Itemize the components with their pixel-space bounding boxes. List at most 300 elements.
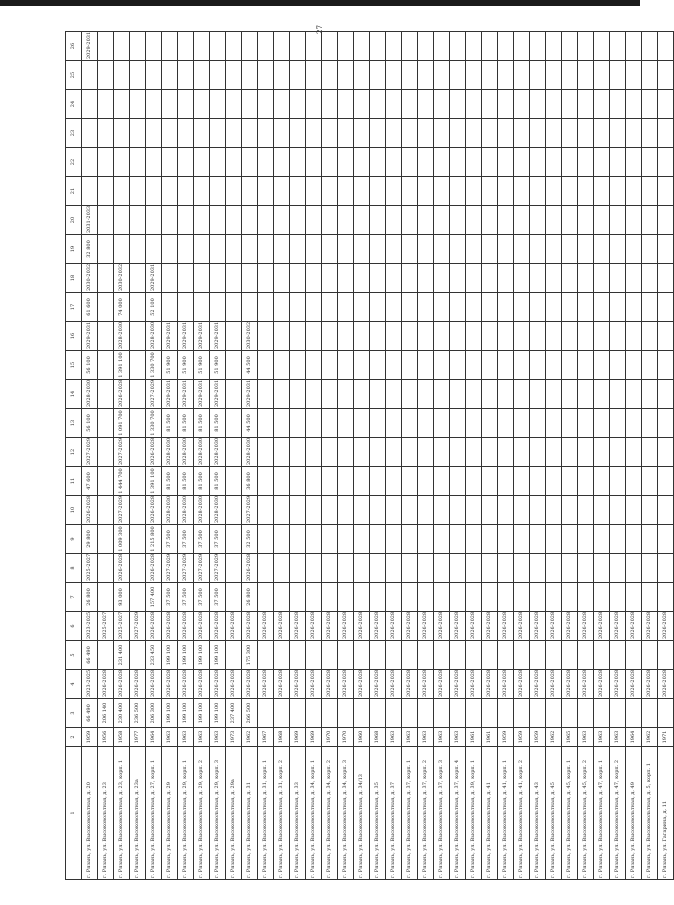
value-cell <box>290 467 306 496</box>
value-cell <box>514 148 530 177</box>
value-cell <box>386 380 402 409</box>
year-cell: 1958 <box>114 728 130 747</box>
value-cell: 2030-2032 <box>242 322 258 351</box>
value-cell <box>178 235 194 264</box>
value-cell <box>226 351 242 380</box>
value-cell: 2026-2028 <box>498 670 514 699</box>
value-cell: 81 500 <box>178 467 194 496</box>
value-cell <box>226 293 242 322</box>
value-cell: 51 900 <box>194 351 210 380</box>
table-row <box>290 32 306 880</box>
value-cell <box>562 32 578 61</box>
value-cell <box>402 496 418 525</box>
value-cell: 26 800 <box>242 583 258 612</box>
value-cell <box>386 409 402 438</box>
value-cell: 2028-2030 <box>82 380 98 409</box>
value-cell <box>306 206 322 235</box>
value-cell: 2026-2028 <box>530 670 546 699</box>
value-cell: 2027-2029 <box>178 554 194 583</box>
value-cell <box>626 119 642 148</box>
value-cell <box>466 322 482 351</box>
value-cell <box>482 322 498 351</box>
value-cell: 2025-2027 <box>114 612 130 641</box>
value-cell <box>386 235 402 264</box>
value-cell <box>98 206 114 235</box>
value-cell <box>322 264 338 293</box>
value-cell <box>658 641 674 670</box>
value-cell <box>578 525 594 554</box>
address-cell: г. Рязань, ул. Высоковольтная, д. 43 <box>530 747 546 880</box>
value-cell <box>498 699 514 728</box>
address-cell: г. Рязань, ул. Высоковольтная, д. 41, корп. 2 <box>514 747 530 880</box>
value-cell <box>258 699 274 728</box>
value-cell <box>306 583 322 612</box>
value-cell <box>626 61 642 90</box>
value-cell <box>578 206 594 235</box>
value-cell <box>530 525 546 554</box>
value-cell <box>82 177 98 206</box>
value-cell <box>354 496 370 525</box>
value-cell <box>418 322 434 351</box>
value-cell <box>610 61 626 90</box>
value-cell <box>322 32 338 61</box>
value-cell <box>546 351 562 380</box>
value-cell <box>146 206 162 235</box>
column-number: 19 <box>66 235 82 264</box>
value-cell <box>162 61 178 90</box>
value-cell <box>450 351 466 380</box>
column-number: 23 <box>66 119 82 148</box>
value-cell <box>466 380 482 409</box>
value-cell <box>498 467 514 496</box>
table-row <box>354 32 370 880</box>
value-cell <box>514 380 530 409</box>
value-cell <box>194 293 210 322</box>
value-cell <box>386 554 402 583</box>
value-cell <box>658 235 674 264</box>
value-cell <box>290 148 306 177</box>
value-cell <box>242 148 258 177</box>
column-number: 26 <box>66 32 82 61</box>
value-cell <box>306 409 322 438</box>
value-cell <box>610 699 626 728</box>
value-cell <box>482 177 498 206</box>
value-cell <box>98 641 114 670</box>
value-cell: 2026-2028 <box>498 612 514 641</box>
value-cell <box>274 496 290 525</box>
value-cell: 199 100 <box>210 699 226 728</box>
value-cell: 2027-2029 <box>210 554 226 583</box>
value-cell <box>658 90 674 119</box>
table-row <box>386 32 402 880</box>
value-cell <box>242 177 258 206</box>
value-cell <box>418 583 434 612</box>
value-cell <box>498 496 514 525</box>
value-cell <box>402 351 418 380</box>
value-cell <box>258 61 274 90</box>
value-cell <box>578 554 594 583</box>
value-cell <box>98 438 114 467</box>
address-cell: г. Рязань, ул. Высоковольтная, д. 34, корп. 3 <box>338 747 354 880</box>
value-cell <box>386 322 402 351</box>
value-cell <box>162 206 178 235</box>
value-cell <box>642 61 658 90</box>
column-number: 12 <box>66 438 82 467</box>
value-cell <box>338 264 354 293</box>
value-cell: 2026-2028 <box>338 612 354 641</box>
value-cell: 2027-2029 <box>162 554 178 583</box>
column-number: 17 <box>66 293 82 322</box>
value-cell <box>626 351 642 380</box>
value-cell <box>322 61 338 90</box>
value-cell <box>258 525 274 554</box>
value-cell <box>434 699 450 728</box>
value-cell <box>386 496 402 525</box>
value-cell <box>466 641 482 670</box>
value-cell: 2026-2028 <box>290 612 306 641</box>
value-cell <box>274 380 290 409</box>
value-cell <box>306 525 322 554</box>
value-cell <box>386 119 402 148</box>
value-cell <box>498 32 514 61</box>
year-cell: 1971 <box>658 728 674 747</box>
value-cell <box>98 554 114 583</box>
year-cell: 1963 <box>194 728 210 747</box>
value-cell <box>226 322 242 351</box>
table-row <box>498 32 514 880</box>
value-cell <box>290 177 306 206</box>
value-cell <box>210 148 226 177</box>
value-cell <box>434 496 450 525</box>
value-cell <box>514 467 530 496</box>
address-cell: г. Рязань, ул. Высоковольтная, д. 35 <box>370 747 386 880</box>
value-cell <box>546 322 562 351</box>
value-cell <box>450 467 466 496</box>
value-cell <box>482 699 498 728</box>
value-cell: 2026-2028 <box>178 670 194 699</box>
value-cell <box>322 409 338 438</box>
value-cell <box>146 90 162 119</box>
value-cell: 2027-2029 <box>194 554 210 583</box>
value-cell: 81 500 <box>194 467 210 496</box>
value-cell: 2026-2028 <box>242 670 258 699</box>
value-cell <box>402 380 418 409</box>
year-cell: 1973 <box>226 728 242 747</box>
value-cell <box>370 438 386 467</box>
value-cell <box>402 32 418 61</box>
value-cell <box>178 293 194 322</box>
value-cell: 47 600 <box>82 467 98 496</box>
value-cell <box>162 235 178 264</box>
value-cell <box>418 177 434 206</box>
value-cell <box>642 699 658 728</box>
value-cell <box>418 496 434 525</box>
value-cell <box>546 90 562 119</box>
value-cell <box>290 90 306 119</box>
value-cell <box>498 177 514 206</box>
value-cell <box>226 438 242 467</box>
value-cell <box>658 206 674 235</box>
value-cell <box>338 206 354 235</box>
table-row <box>418 32 434 880</box>
value-cell: 2029-2031 <box>210 322 226 351</box>
value-cell: 2026-2028 <box>258 612 274 641</box>
value-cell <box>594 293 610 322</box>
address-cell: г. Рязань, ул. Высоковольтная, д. 47, корп. 2 <box>610 747 626 880</box>
value-cell <box>498 525 514 554</box>
value-cell: 2026-2028 <box>322 670 338 699</box>
value-cell <box>338 61 354 90</box>
value-cell: 81 500 <box>178 409 194 438</box>
value-cell <box>354 235 370 264</box>
value-cell <box>162 148 178 177</box>
value-cell <box>562 235 578 264</box>
value-cell <box>418 61 434 90</box>
value-cell <box>370 699 386 728</box>
value-cell <box>114 61 130 90</box>
value-cell <box>498 554 514 583</box>
value-cell <box>546 409 562 438</box>
address-cell: г. Рязань, ул. Высоковольтная, д. 5, корп. 1 <box>642 747 658 880</box>
value-cell <box>162 293 178 322</box>
value-cell <box>482 438 498 467</box>
value-cell: 2026-2028 <box>274 670 290 699</box>
value-cell: 2026-2028 <box>402 670 418 699</box>
value-cell <box>450 641 466 670</box>
value-cell <box>562 380 578 409</box>
value-cell <box>514 409 530 438</box>
address-cell: г. Рязань, ул. Высоковольтная, д. 33 <box>290 747 306 880</box>
table-row <box>514 32 530 880</box>
value-cell <box>594 641 610 670</box>
value-cell: 1 444 700 <box>114 467 130 496</box>
value-cell <box>114 119 130 148</box>
value-cell: 93 000 <box>114 583 130 612</box>
value-cell: 199 100 <box>178 699 194 728</box>
value-cell <box>98 264 114 293</box>
value-cell: 2026-2028 <box>162 612 178 641</box>
value-cell <box>578 380 594 409</box>
value-cell <box>498 641 514 670</box>
value-cell <box>306 351 322 380</box>
address-cell: г. Рязань, ул. Высоковольтная, д. 49 <box>626 747 642 880</box>
value-cell: 2028-2030 <box>162 496 178 525</box>
value-cell <box>402 264 418 293</box>
table-row <box>530 32 546 880</box>
value-cell <box>434 119 450 148</box>
value-cell <box>450 525 466 554</box>
value-cell: 2026-2028 <box>466 612 482 641</box>
column-number: 18 <box>66 264 82 293</box>
value-cell <box>578 293 594 322</box>
value-cell <box>290 32 306 61</box>
value-cell <box>306 438 322 467</box>
value-cell <box>210 206 226 235</box>
value-cell <box>642 641 658 670</box>
value-cell: 44 500 <box>242 409 258 438</box>
value-cell <box>450 380 466 409</box>
value-cell <box>98 119 114 148</box>
scan-top-edge <box>0 0 640 6</box>
value-cell <box>658 293 674 322</box>
table-row <box>370 32 386 880</box>
value-cell: 2026-2028 <box>210 670 226 699</box>
year-cell: 1962 <box>546 728 562 747</box>
value-cell <box>306 264 322 293</box>
address-cell: г. Рязань, ул. Высоковольтная, д. 34/13 <box>354 747 370 880</box>
table-row <box>626 32 642 880</box>
value-cell <box>610 409 626 438</box>
value-cell <box>546 61 562 90</box>
value-cell <box>306 380 322 409</box>
value-cell: 2026-2028 <box>546 612 562 641</box>
value-cell: 2028-2030 <box>210 496 226 525</box>
value-cell <box>450 235 466 264</box>
value-cell <box>130 206 146 235</box>
value-cell: 2028-2030 <box>162 438 178 467</box>
value-cell: 52 100 <box>146 293 162 322</box>
value-cell <box>274 699 290 728</box>
value-cell <box>98 409 114 438</box>
value-cell <box>226 554 242 583</box>
value-cell <box>482 409 498 438</box>
address-cell: г. Рязань, ул. Высоковольтная, д. 29 <box>162 747 178 880</box>
value-cell <box>130 61 146 90</box>
value-cell <box>322 177 338 206</box>
value-cell <box>98 148 114 177</box>
value-cell <box>130 438 146 467</box>
value-cell <box>530 32 546 61</box>
value-cell: 2026-2028 <box>450 670 466 699</box>
address-cell: г. Рязань, ул. Высоковольтная, д. 29, корп. 2 <box>194 747 210 880</box>
value-cell <box>370 235 386 264</box>
table-row <box>466 32 482 880</box>
value-cell <box>306 119 322 148</box>
value-cell <box>354 322 370 351</box>
value-cell <box>498 206 514 235</box>
value-cell <box>354 409 370 438</box>
value-cell <box>434 293 450 322</box>
value-cell <box>578 32 594 61</box>
value-cell <box>658 177 674 206</box>
value-cell <box>146 61 162 90</box>
value-cell <box>210 119 226 148</box>
value-cell: 2026-2028 <box>610 670 626 699</box>
value-cell <box>354 641 370 670</box>
value-cell <box>482 496 498 525</box>
value-cell <box>306 496 322 525</box>
address-cell: г. Рязань, ул. Высоковольтная, д. 29, корп. 3 <box>210 747 226 880</box>
value-cell <box>466 699 482 728</box>
value-cell <box>562 699 578 728</box>
value-cell <box>434 322 450 351</box>
value-cell <box>450 119 466 148</box>
value-cell <box>626 554 642 583</box>
value-cell <box>530 641 546 670</box>
value-cell <box>402 525 418 554</box>
value-cell <box>338 554 354 583</box>
value-cell <box>594 32 610 61</box>
value-cell: 230 400 <box>114 699 130 728</box>
value-cell <box>626 525 642 554</box>
value-cell <box>434 264 450 293</box>
value-cell <box>306 293 322 322</box>
value-cell <box>386 467 402 496</box>
value-cell: 37 500 <box>162 583 178 612</box>
value-cell <box>322 699 338 728</box>
value-cell <box>466 264 482 293</box>
table-row <box>114 32 130 880</box>
value-cell <box>402 438 418 467</box>
value-cell: 2026-2028 <box>306 670 322 699</box>
value-cell <box>258 264 274 293</box>
value-cell <box>402 641 418 670</box>
value-cell <box>82 148 98 177</box>
value-cell <box>274 32 290 61</box>
value-cell <box>386 264 402 293</box>
value-cell <box>418 148 434 177</box>
value-cell <box>546 380 562 409</box>
value-cell <box>450 293 466 322</box>
address-cell: г. Рязань, ул. Высоковольтная, д. 20 <box>82 747 98 880</box>
value-cell <box>338 699 354 728</box>
value-cell: 2026-2028 <box>370 670 386 699</box>
value-cell <box>578 177 594 206</box>
value-cell: 81 500 <box>162 467 178 496</box>
value-cell <box>274 90 290 119</box>
value-cell <box>98 32 114 61</box>
value-cell <box>146 148 162 177</box>
value-cell <box>178 119 194 148</box>
value-cell <box>514 699 530 728</box>
value-cell <box>386 699 402 728</box>
value-cell <box>290 264 306 293</box>
value-cell <box>594 438 610 467</box>
table-row <box>258 32 274 880</box>
value-cell <box>594 119 610 148</box>
address-cell: г. Рязань, ул. Гагарина, д. 11 <box>658 747 674 880</box>
value-cell: 81 500 <box>194 409 210 438</box>
value-cell <box>370 32 386 61</box>
value-cell <box>530 293 546 322</box>
value-cell <box>482 525 498 554</box>
value-cell <box>178 177 194 206</box>
value-cell: 2029-2031 <box>162 380 178 409</box>
value-cell <box>98 380 114 409</box>
value-cell: 36 800 <box>242 467 258 496</box>
value-cell <box>338 235 354 264</box>
value-cell <box>162 90 178 119</box>
value-cell <box>546 235 562 264</box>
value-cell: 2026-2028 <box>162 670 178 699</box>
value-cell: 2026-2028 <box>114 380 130 409</box>
value-cell: 51 900 <box>178 351 194 380</box>
value-cell <box>466 583 482 612</box>
value-cell <box>242 90 258 119</box>
value-cell: 2026-2028 <box>450 612 466 641</box>
address-cell: г. Рязань, ул. Высоковольтная, д. 37, корп. 4 <box>450 747 466 880</box>
value-cell <box>482 583 498 612</box>
value-cell <box>418 380 434 409</box>
value-cell <box>450 32 466 61</box>
address-cell: г. Рязань, ул. Высоковольтная, д. 37, корп. 2 <box>418 747 434 880</box>
value-cell <box>450 409 466 438</box>
column-number: 5 <box>66 641 82 670</box>
value-cell <box>258 32 274 61</box>
value-cell: 199 100 <box>210 641 226 670</box>
table-row <box>194 32 210 880</box>
value-cell: 2027-2029 <box>114 438 130 467</box>
